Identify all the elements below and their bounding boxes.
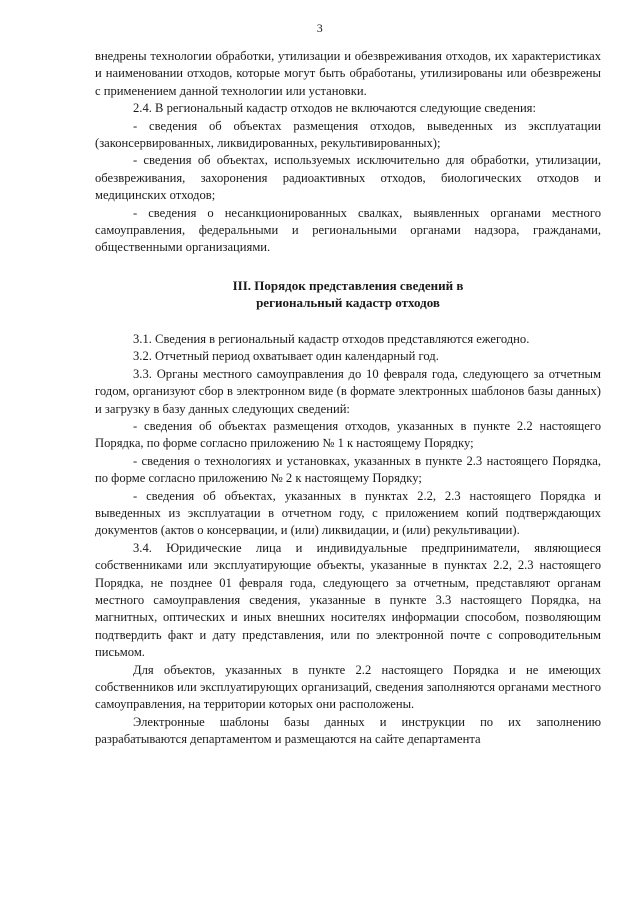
section-2-continuation (95, 48, 601, 257)
paragraph: Электронные шаблоны базы данных и инструкции по их заполнению разрабатываются департаментом и размещаются на сайте департамента (95, 714, 601, 747)
section-heading-line-1: III. Порядок представления сведений в (232, 277, 464, 293)
paragraph: - сведения об объектах размещения отходов, выведенных из эксплуатации (законсервированных, ликвидированных, рекультивированных); (95, 118, 601, 151)
paragraph: - сведения о несанкционированных свалках, выявленных органами местного самоуправления, федеральными и региональными органами надзора, гражданами, общественными организациями. (95, 205, 601, 255)
section-3-body (95, 331, 601, 749)
section-heading (95, 277, 601, 311)
paragraph: 2.4. В региональный кадастр отходов не включаются следующие сведения: (133, 101, 536, 116)
paragraph: - сведения об объектах, указанных в пунктах 2.2, 2.3 настоящего Порядка и выведенных из эксплуатации в отчетном году, с приложением копий подтверждающих документов (актов о консервации, и (или) ликвидации, и (или) рекультивации). (95, 488, 601, 538)
document-body (95, 48, 601, 749)
paragraph: 3.3. Органы местного самоуправления до 10 февраля года, следующего за отчетным годом, организуют сбор в электронном виде (в формате электронных шаблонов базы данных) и загрузку в базу данных следующих сведений: (95, 366, 601, 416)
paragraph: 3.4. Юридические лица и индивидуальные предприниматели, являющиеся собственниками или эксплуатирующие объекты, указанные в пунктах 2.2, 2.3 настоящего Порядка, не позднее 01 февраля года, следующего за отчетным, представляют органам местного самоуправления сведения, указанные в пункте 3.3 настоящего Порядка, на магнитных, оптических и иных внешних носителях информации способом, позволяющим подтвердить факт и дату представления, или по электронной почте с сопроводительным письмом. (95, 540, 601, 660)
paragraph: 3.2. Отчетный период охватывает один календарный год. (133, 349, 439, 364)
paragraph: 3.1. Сведения в региональный кадастр отходов представляются ежегодно. (133, 331, 530, 346)
paragraph: - сведения о технологиях и установках, указанных в пункте 2.3 настоящего Порядка, по форме согласно приложению № 2 к настоящему Порядку; (95, 453, 601, 486)
section-heading-line-2: региональный кадастр отходов (256, 294, 440, 310)
paragraph: - сведения об объектах размещения отходов, указанных в пункте 2.2 настоящего Порядка, по форме согласно приложению № 1 к настоящему Порядку; (95, 418, 601, 451)
paragraph: Для объектов, указанных в пункте 2.2 настоящего Порядка и не имеющих собственников или эксплуатирующих организаций, сведения заполняются органами местного самоуправления, на территории которых они расположены. (95, 662, 601, 712)
paragraph: - сведения об объектах, используемых исключительно для обработки, утилизации, обезвреживания, захоронения радиоактивных отходов, биологических отходов и медицинских отходов; (95, 153, 601, 203)
page-number: 3 (316, 21, 324, 35)
paragraph: внедрены технологии обработки, утилизации и обезвреживания отходов, их характеристиках и наименовании отходов, которые могут быть обработаны, утилизированы или обезврежены с применением данной технологии или установки. (95, 49, 601, 98)
